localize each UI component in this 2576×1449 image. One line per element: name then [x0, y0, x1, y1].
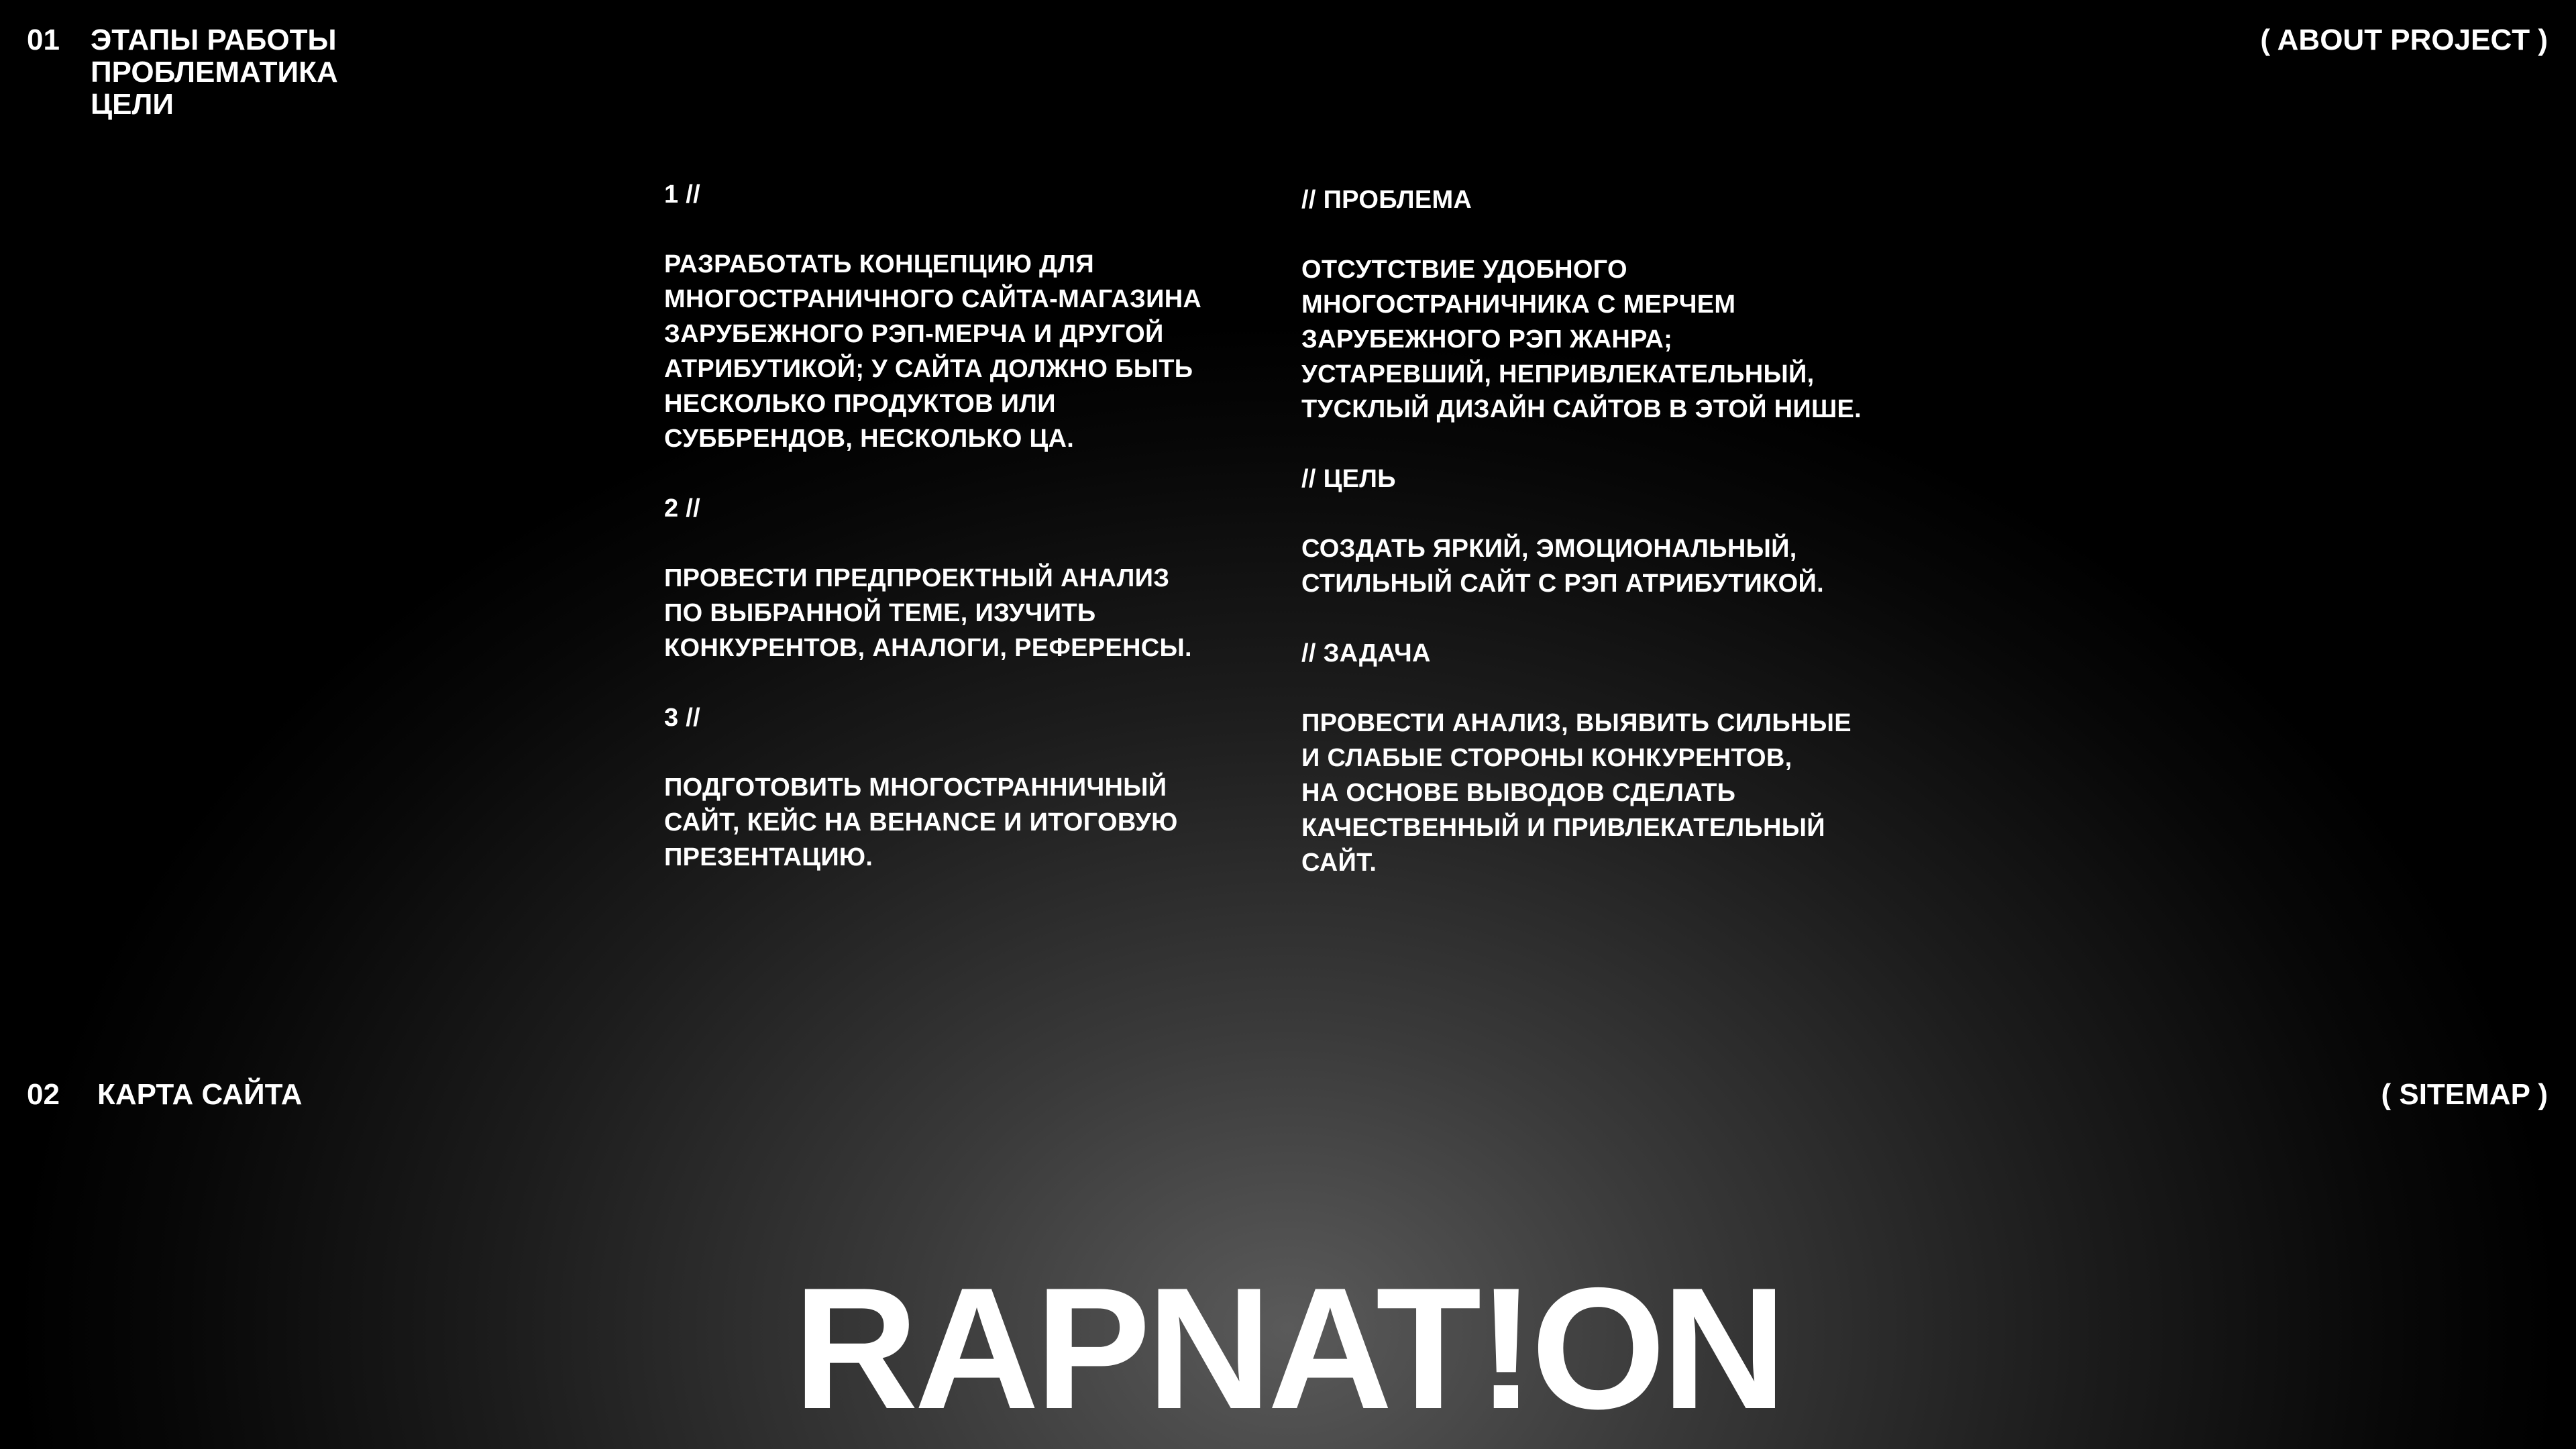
- goal-text-line: ТУСКЛЫЙ ДИЗАЙН САЙТОВ В ЭТОЙ НИШЕ.: [1301, 395, 1862, 423]
- goal-text-line: ПРОВЕСТИ АНАЛИЗ, ВЫЯВИТЬ СИЛЬНЫЕ: [1301, 709, 1851, 737]
- stage-text-line: ПО ВЫБРАННОЙ ТЕМЕ, ИЗУЧИТЬ: [664, 599, 1096, 627]
- goal-label: // ПРОБЛЕМА: [1301, 186, 1472, 214]
- goal-text-line: НА ОСНОВЕ ВЫВОДОВ СДЕЛАТЬ: [1301, 779, 1736, 807]
- stage-text-line: СУББРЕНДОВ, НЕСКОЛЬКО ЦА.: [664, 425, 1075, 453]
- goal-text-line: САЙТ.: [1301, 849, 1377, 877]
- goal-text-line: ОТСУТСТВИЕ УДОБНОГО: [1301, 256, 1627, 284]
- rapnation-logo: RAPNAT!ON: [793, 1251, 1783, 1445]
- stage-label: 3 //: [664, 704, 701, 732]
- goal-text-line: СОЗДАТЬ ЯРКИЙ, ЭМОЦИОНАЛЬНЫЙ,: [1301, 535, 1797, 563]
- stage-text-line: НЕСКОЛЬКО ПРОДУКТОВ ИЛИ: [664, 390, 1056, 418]
- section-title-line: ЭТАПЫ РАБОТЫ: [91, 23, 337, 56]
- stage-label: 2 //: [664, 494, 701, 523]
- stage-text-line: ПРЕЗЕНТАЦИЮ.: [664, 843, 873, 871]
- goal-text-line: ЗАРУБЕЖНОГО РЭП ЖАНРА;: [1301, 325, 1673, 354]
- goal-text-line: СТИЛЬНЫЙ САЙТ С РЭП АТРИБУТИКОЙ.: [1301, 570, 1824, 598]
- stage-label: 1 //: [664, 180, 701, 209]
- goal-label: // ЗАДАЧА: [1301, 639, 1431, 667]
- section-title-sitemap: [97, 1079, 302, 1111]
- sitemap-tag: ( SITEMAP ): [2381, 1078, 2548, 1111]
- stage-text-line: ПОДГОТОВИТЬ МНОГОСТРАННИЧНЫЙ: [664, 773, 1167, 802]
- section-title-about: [91, 24, 338, 121]
- stage-text-line: РАЗРАБОТАТЬ КОНЦЕПЦИЮ ДЛЯ: [664, 250, 1094, 278]
- goal-text-line: МНОГОСТРАНИЧНИКА С МЕРЧЕМ: [1301, 290, 1736, 319]
- section-title-line: ЦЕЛИ: [91, 88, 174, 121]
- stage-text-line: САЙТ, КЕЙС НА BEHANCE И ИТОГОВУЮ: [664, 808, 1178, 837]
- section-number-02: 02: [27, 1078, 60, 1111]
- section-title-line: КАРТА САЙТА: [97, 1078, 303, 1111]
- goal-text-line: КАЧЕСТВЕННЫЙ И ПРИВЛЕКАТЕЛЬНЫЙ: [1301, 814, 1825, 842]
- goal-label: // ЦЕЛЬ: [1301, 465, 1396, 493]
- stages-column: [664, 177, 1201, 875]
- goal-text-line: И СЛАБЫЕ СТОРОНЫ КОНКУРЕНТОВ,: [1301, 744, 1792, 772]
- stage-text-line: АТРИБУТИКОЙ; У САЙТА ДОЛЖНО БЫТЬ: [664, 355, 1193, 383]
- about-project-tag: ( ABOUT PROJECT ): [2260, 23, 2548, 56]
- stage-text-line: КОНКУРЕНТОВ, АНАЛОГИ, РЕФЕРЕНСЫ.: [664, 634, 1192, 662]
- goal-text-line: УСТАРЕВШИЙ, НЕПРИВЛЕКАТЕЛЬНЫЙ,: [1301, 360, 1815, 388]
- stage-text-line: МНОГОСТРАНИЧНОГО САЙТА-МАГАЗИНА: [664, 285, 1202, 313]
- section-number-01: 01: [27, 23, 60, 56]
- stage-text-line: ЗАРУБЕЖНОГО РЭП-МЕРЧА И ДРУГОЙ: [664, 320, 1164, 348]
- goals-column: [1301, 182, 1862, 880]
- section-title-line: ПРОБЛЕМАТИКА: [91, 56, 338, 89]
- stage-text-line: ПРОВЕСТИ ПРЕДПРОЕКТНЫЙ АНАЛИЗ: [664, 564, 1170, 592]
